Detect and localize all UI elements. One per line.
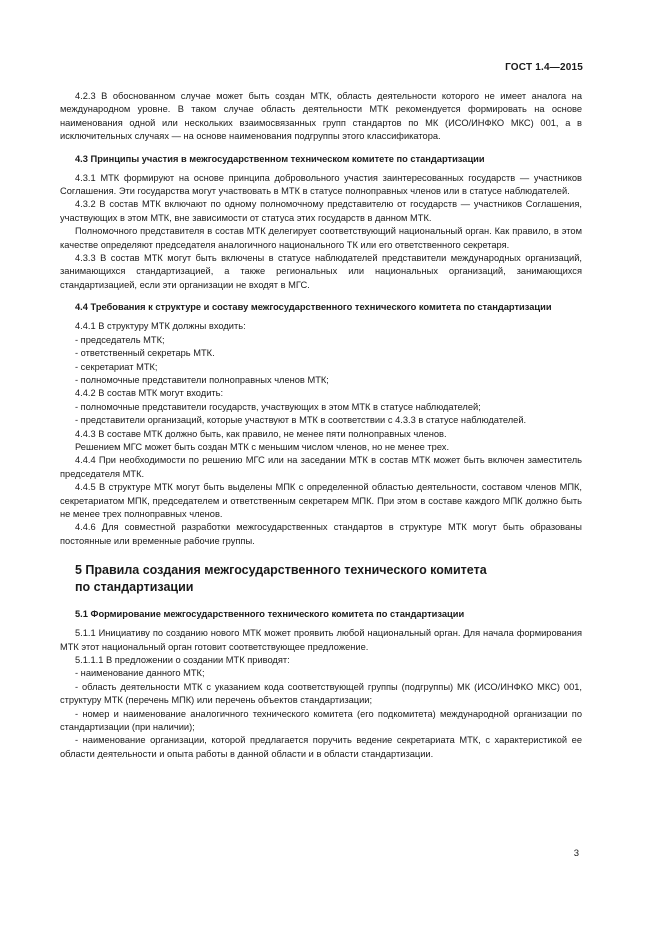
paragraph: 4.4.6 Для совместной разработки межгосударственных стандартов в структуре МТК могут быть образованы постоянные или временные рабочие группы. [60,522,582,546]
paragraph: 4.4.1 В структуру МТК должны входить: [75,321,246,332]
paragraph: - полномочные представители государств, участвующих в этом МТК в статусе наблюдателей; [75,401,481,412]
document-body [60,90,582,761]
paragraph: - секретариат МТК; [75,361,158,372]
paragraph: - наименование организации, которой предлагается поручить ведение секретариата МТК, с характеристикой ее области деятельности и опыта работы в данной области и в области стандартизации. [60,735,582,759]
paragraph: Полномочного представителя в состав МТК делегирует соответствующий национальный орган. Как правило, в этом качестве определяют председателя аналогичного национального ТК или его ответственного секретаря. [60,226,582,250]
subsection-heading [60,153,582,166]
subsection-heading-text: 4.4 Требования к структуре и составу межгосударственного технического комитета по стандартизации [75,302,552,313]
paragraph: 4.3.3 В состав МТК могут быть включены в статусе наблюдателей представители международных организаций, занимающихся стандартизацией, а также региональных или национальных организаций, занимающихся стандартизацией, если эти организации не входят в МГС. [60,253,582,290]
paragraph: 4.2.3 В обоснованном случае может быть создан МТК, область деятельности которого не имеет аналога на международном уровне. В таком случае область деятельности МТК рекомендуется формировать на основе наименования одной или нескольких взаимосвязанных групп стандартов по МК (ИСО/ИНФКО МКС) 001, а в исключительных случаях — на основе наименования подгруппы этого классификатора. [60,91,582,142]
paragraph: - наименование данного МТК; [75,668,205,679]
paragraph: - председатель МТК; [75,334,165,345]
subsection-heading [60,301,582,314]
paragraph: 4.3.2 В состав МТК включают по одному полномочному представителю от государств — участников Соглашения, участвующих в этом МТК, вне зависимости от статуса этих государств в данном МТК. [60,199,582,223]
doc-code-header: ГОСТ 1.4—2015 [505,62,583,73]
paragraph: - область деятельности МТК с указанием кода соответствующей группы (подгруппы) МК (ИСО/ИНФКО МКС) 001, структуру МТК (перечень МПК) или перечень объектов стандартизации; [60,681,582,706]
paragraph: 4.4.4 При необходимости по решению МГС или на заседании МТК в состав МТК может быть включен заместитель председателя МТК. [60,455,582,479]
paragraph: 5.1.1.1 В предложении о создании МТК приводят: [75,655,290,665]
section-heading-line: 5 Правила создания межгосударственного технического комитета [75,563,487,578]
paragraph: 4.3.1 МТК формируют на основе принципа добровольного участия заинтересованных государств — участников Соглашения. Эти государства могут участвовать в МТК в статусе полноправных членов или в статусе наблюдателей. [60,172,582,197]
page-number: 3 [573,848,579,859]
paragraph: 4.4.3 В составе МТК должно быть, как правило, не менее пяти полноправных членов. [75,428,447,439]
subsection-heading-text: 5.1 Формирование межгосударственного технического комитета по стандартизации [75,609,465,620]
paragraph: 5.1.1 Инициативу по созданию нового МТК может проявить любой национальный орган. Для начала формирования МТК этот национальный орган готовит соответствующее предложение. [60,628,582,652]
paragraph: - номер и наименование аналогичного технического комитета (его подкомитета) международной организации по стандартизации (при наличии); [60,708,582,733]
paragraph: - ответственный секретарь МТК. [75,348,215,359]
paragraph: 4.4.2 В состав МТК могут входить: [75,388,224,399]
paragraph: Решением МГС может быть создан МТК с меньшим числом членов, но не менее трех. [75,441,450,452]
paragraph: 4.4.5 В структуре МТК могут быть выделены МПК с определенной областью деятельности, составом членов МПК, секретариатом МПК, председателем и ответственным секретарем МПК. При этом в составе каждого МПК должно быть не менее трех полноправных членов. [60,482,582,519]
paragraph: - представители организаций, которые участвуют в МТК в соответствии с 4.3.3 в статусе наблюдателей. [75,415,527,426]
subsection-heading-text: 4.3 Принципы участия в межгосударственном техническом комитете по стандартизации [75,153,485,164]
subsection-heading [60,608,582,621]
section-heading-line: по стандартизации [75,580,194,595]
paragraph: - полномочные представители полноправных членов МТК; [75,374,329,385]
section-heading [75,562,582,596]
